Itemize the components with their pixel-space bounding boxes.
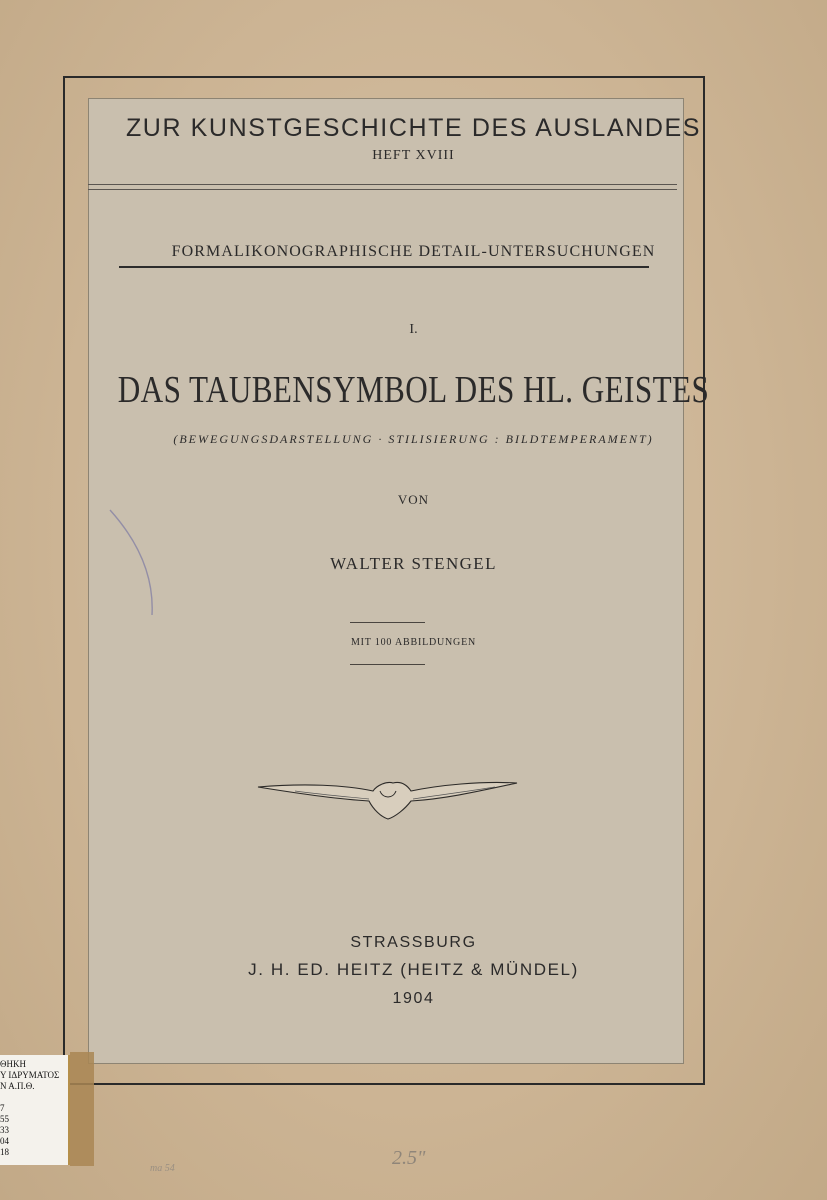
library-label-line: Ν Α.Π.Θ. [0,1081,35,1091]
publisher-city: STRASSBURG [350,934,477,951]
label-tape [70,1052,94,1166]
subtitle-underline [119,266,649,268]
library-label-line: 55 [0,1114,9,1124]
library-label-line [0,1092,68,1103]
publication-year: 1904 [392,990,435,1007]
double-rule-divider [88,184,677,190]
library-label-line: 33 [0,1125,9,1135]
faint-stamp-arc [100,505,160,620]
pencil-small-note: ma 54 [150,1163,175,1174]
library-label-line: 04 [0,1136,9,1146]
publisher-name: J. H. ED. HEITZ (HEITZ & MÜNDEL) [248,960,579,979]
subtitle: FORMALIKONOGRAPHISCHE DETAIL-UNTERSUCHUNGEN [171,243,656,260]
main-title: DAS TAUBENSYMBOL DES HL. GEISTES [117,369,710,411]
library-label-line: Υ ΙΔΡΥΜΑΤΟΣ [0,1070,60,1080]
title-tags: (BEWEGUNGSDARSTELLUNG · STILISIERUNG : BILDTEMPERAMENT) [173,432,654,446]
illustrations-note: MIT 100 ABBILDUNGEN [350,637,476,648]
author-name: WALTER STENGEL [330,554,497,573]
pencil-price-note: 2.5" [392,1147,426,1169]
short-rule-top [350,622,425,623]
library-label-line: 7 [0,1103,5,1113]
part-numeral: I. [409,322,418,337]
dove-illustration [255,775,520,825]
library-spine-label [0,1055,70,1165]
short-rule-bottom [350,664,425,665]
library-label-line: ΘΗΚΗ [0,1059,26,1069]
series-title: ZUR KUNSTGESCHICHTE DES AUSLANDES [125,114,702,142]
library-label-line: 18 [0,1147,9,1157]
issue-number: HEFT XVIII [372,148,455,163]
by-label: VON [397,492,430,507]
